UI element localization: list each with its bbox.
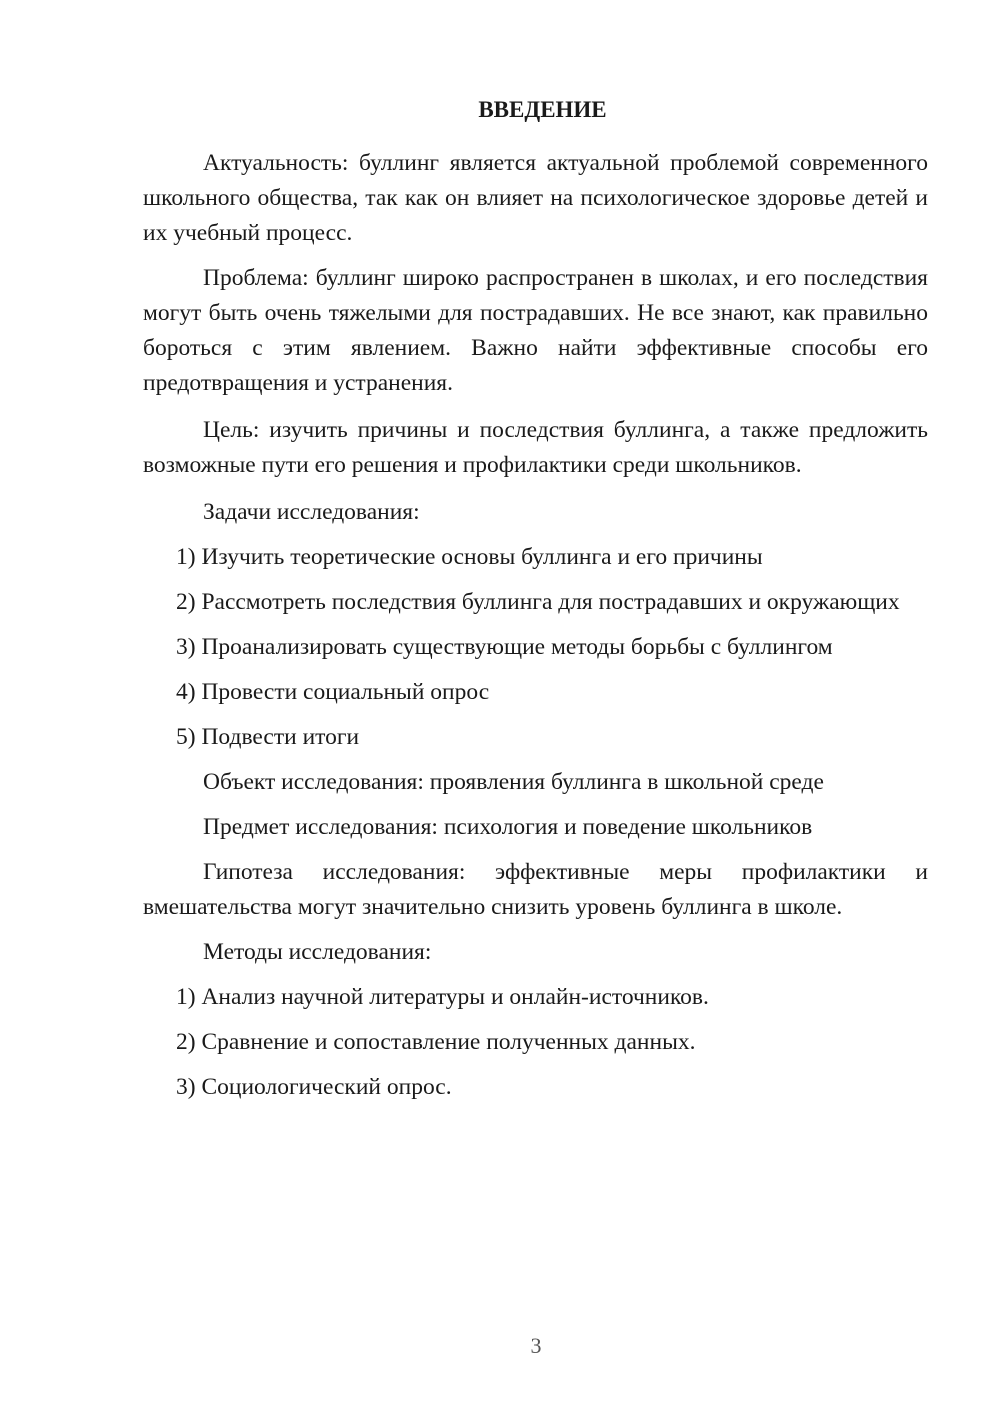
- methods-label: Методы исследования:: [203, 939, 432, 965]
- task-item: 5) Подвести итоги: [176, 724, 360, 750]
- method-item: 2) Сравнение и сопоставление полученных данных.: [176, 1029, 696, 1055]
- goal-paragraph: Цель: изучить причины и последствия буллинга, а также предложить возможные пути его решения и профилактики среди школьников.: [143, 417, 928, 478]
- problem-paragraph: Проблема: буллинг широко распространен в школах, и его последствия могут быть очень тяжелыми для пострадавших. Не все знают, как правильно бороться с этим явлением. Важно найти эффективные способы его предотвращения и устранения.: [143, 265, 928, 396]
- method-item: 1) Анализ научной литературы и онлайн-источников.: [176, 984, 709, 1010]
- method-item: 3) Социологический опрос.: [176, 1074, 452, 1100]
- task-item: 3) Проанализировать существующие методы борьбы с буллингом: [176, 634, 833, 660]
- subject-paragraph: Предмет исследования: психология и поведение школьников: [203, 814, 813, 840]
- task-item: 4) Провести социальный опрос: [176, 679, 490, 705]
- task-item: 1) Изучить теоретические основы буллинга и его причины: [176, 544, 763, 570]
- document-page: [143, 95, 928, 1105]
- section-title: ВВЕДЕНИЕ: [478, 97, 607, 122]
- page-number: 3: [530, 1333, 542, 1358]
- task-item: 2) Рассмотреть последствия буллинга для пострадавших и окружающих: [176, 589, 900, 615]
- relevance-paragraph: Актуальность: буллинг является актуальной проблемой современного школьного общества, так как он влияет на психологическое здоровье детей и их учебный процесс.: [143, 150, 928, 246]
- tasks-label: Задачи исследования:: [203, 499, 420, 525]
- object-paragraph: Объект исследования: проявления буллинга в школьной среде: [203, 769, 824, 795]
- hypothesis-paragraph: Гипотеза исследования: эффективные меры профилактики и вмешательства могут значительно снизить уровень буллинга в школе.: [143, 859, 928, 920]
